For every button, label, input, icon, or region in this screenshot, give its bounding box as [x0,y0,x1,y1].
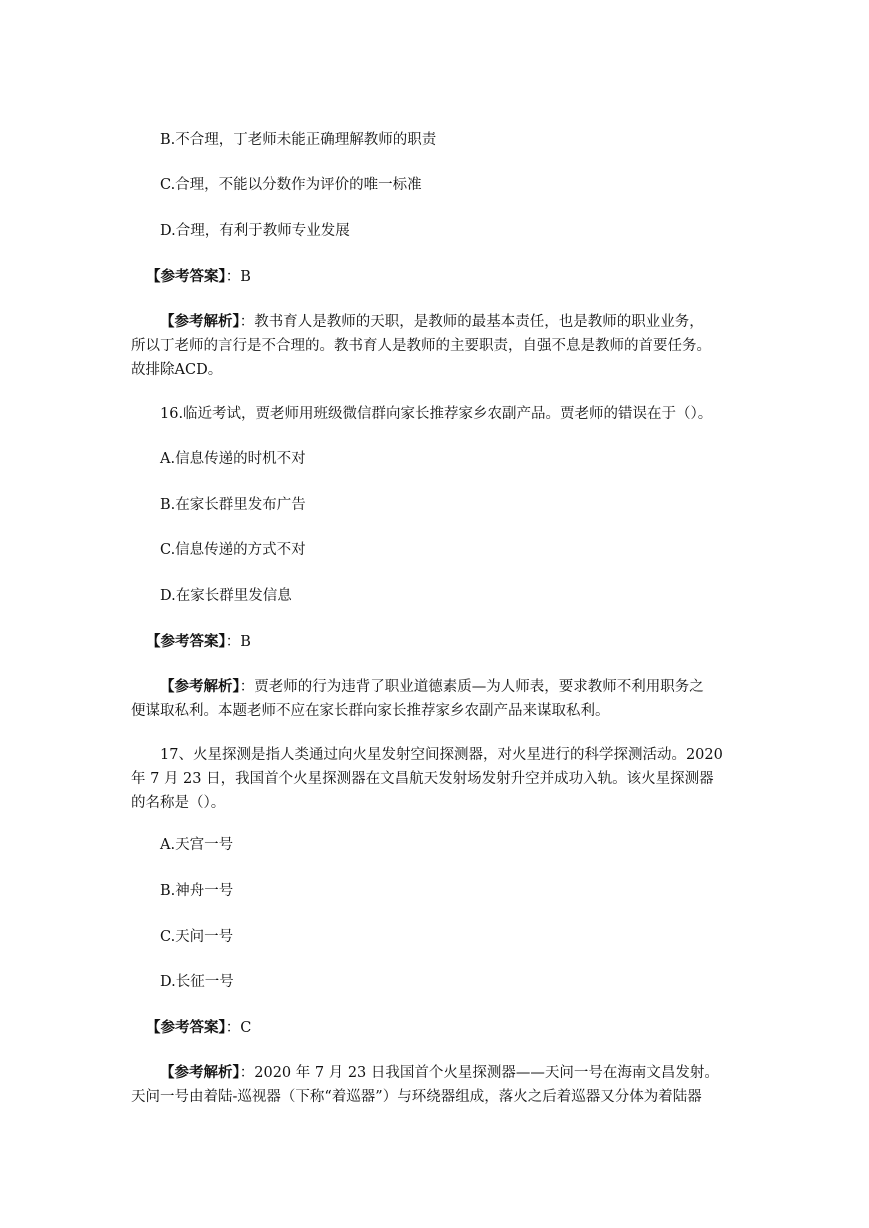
q16-option-c: C.信息传递的方式不对 [160,542,306,558]
q15-answer-label: 【参考答案】 [146,268,226,285]
q17-option-b: B.神舟一号 [160,883,234,899]
q17-answer-label: 【参考答案】 [146,1019,226,1036]
q17-option-d: D.长征一号 [160,974,234,990]
q15-analysis-line-1 [131,310,743,334]
q17-analysis [131,1061,743,1109]
q17-question-line-2: 年 7 月 23 日，我国首个火星探测器在文昌航天发射场发射升空并成功入轨。该火星探测器 [131,771,714,787]
q17-analysis-line-2: 天问一号由着陆-巡视器（下称“着巡器”）与环绕器组成，落火之后着巡器又分体为着陆器 [131,1089,702,1105]
q15-option-d: D.合理，有利于教师专业发展 [160,223,350,239]
q16-question: 16.临近考试，贾老师用班级微信群向家长推荐家乡农副产品。贾老师的错误在于（）。 [160,406,713,422]
q17-analysis-line-1 [131,1061,743,1085]
q15-option-c: C.合理，不能以分数作为评价的唯一标准 [160,177,422,193]
q15-answer [146,265,251,289]
q16-analysis-label: 【参考解析】 [160,678,240,695]
q16-analysis-text-1: ：贾老师的行为违背了职业道德素质—为人师表，要求教师不利用职务之 [239,679,704,695]
q16-option-d: D.在家长群里发信息 [160,588,292,604]
q17-analysis-label: 【参考解析】 [160,1064,240,1081]
q15-analysis-line-2: 所以丁老师的言行是不合理的。教书育人是教师的主要职责，自强不息是教师的首要任务。 [131,338,711,354]
q15-answer-value: ：B [225,269,251,285]
q16-option-b: B.在家长群里发布广告 [160,497,306,513]
q17-answer [146,1016,251,1040]
q17-option-a: A.天宫一号 [160,837,234,853]
q16-analysis-line-2: 便谋取私利。本题老师不应在家长群向家长推荐家乡农副产品来谋取私利。 [131,703,610,719]
q15-analysis-line-3: 故排除ACD。 [131,362,223,378]
q17-question-line-3: 的名称是（）。 [131,795,226,811]
q17-answer-value: ：C [225,1020,252,1036]
q17-question [131,743,743,815]
q16-answer-label: 【参考答案】 [146,633,226,650]
q15-analysis-label: 【参考解析】 [160,313,240,330]
q16-option-a: A.信息传递的时机不对 [160,451,306,467]
q15-analysis [131,310,743,382]
q15-option-b: B.不合理，丁老师未能正确理解教师的职责 [160,132,437,148]
q17-analysis-text-1: ：2020 年 7 月 23 日我国首个火星探测器——天问一号在海南文昌发射。 [239,1065,719,1081]
q16-answer-value: ：B [225,634,251,650]
q16-analysis-line-1 [131,675,743,699]
q16-analysis [131,675,743,723]
q17-option-c: C.天问一号 [160,929,234,945]
q16-answer [146,630,251,654]
q17-question-line-1: 17、火星探测是指人类通过向火星发射空间探测器，对火星进行的科学探测活动。2020 [160,747,723,763]
q15-analysis-text-1: ：教书育人是教师的天职，是教师的最基本责任，也是教师的职业业务， [239,314,704,330]
